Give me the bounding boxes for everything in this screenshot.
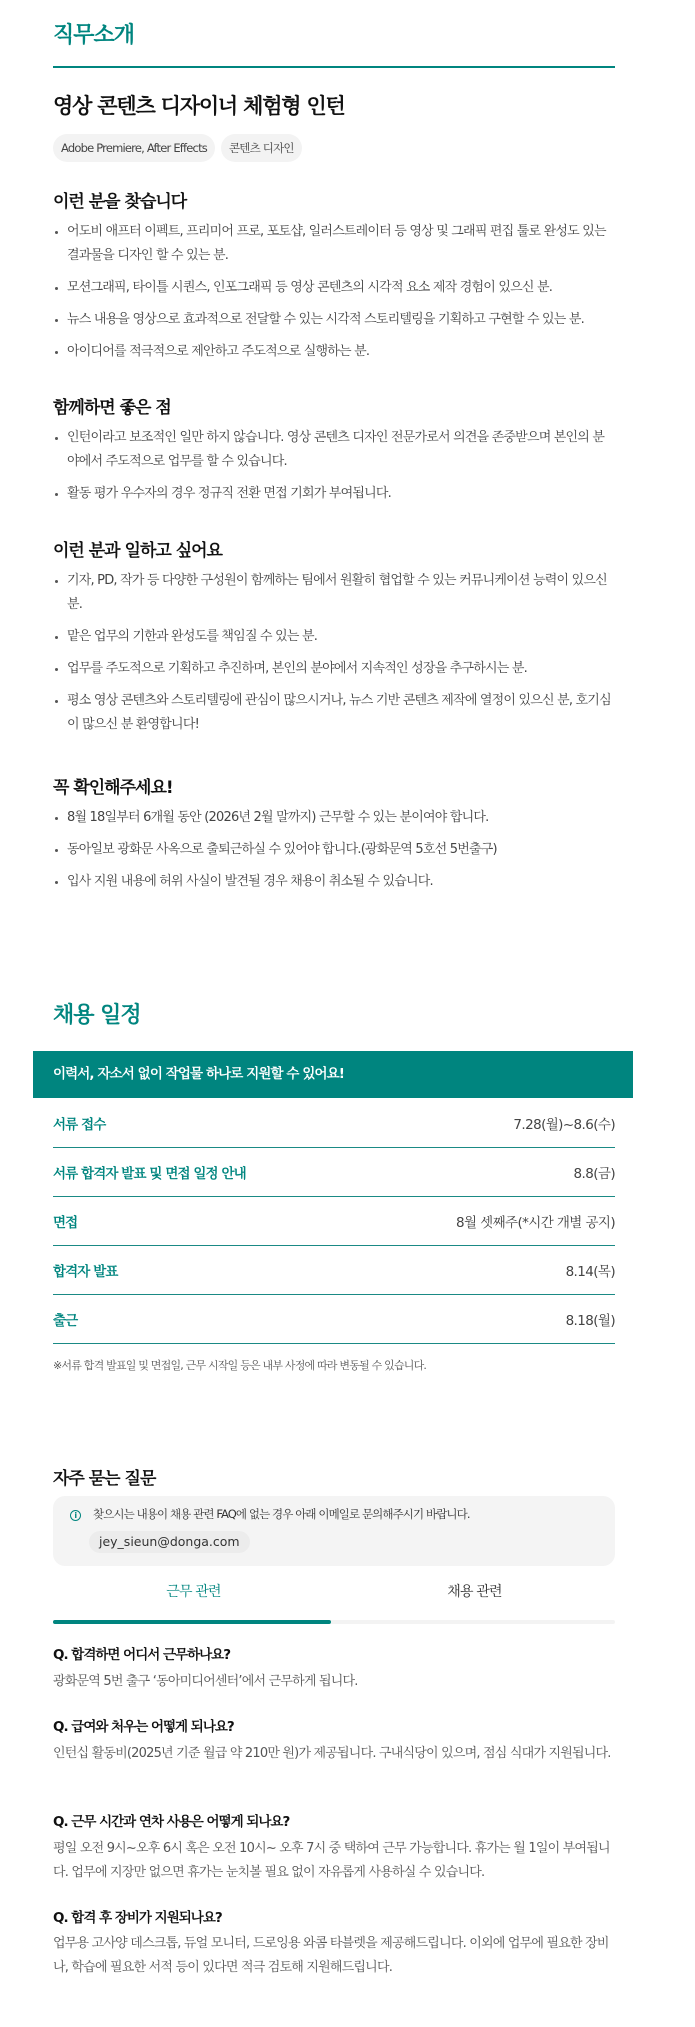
schedule-row [53, 1148, 615, 1197]
list-item: 어도비 애프터 이펙트, 프리미어 프로, 포토샵, 일러스트레이터 등 영상 및 그래픽 편집 툴로 완성도 있는 결과물을 디자인 할 수 있는 분. [53, 220, 615, 268]
schedule-row [53, 1246, 615, 1295]
schedule-row [53, 1099, 615, 1148]
heading-benefits: 함께하면 좋은 점 [53, 398, 171, 418]
section-divider [53, 66, 615, 68]
list-want-to-work-with [53, 569, 615, 745]
schedule-row [53, 1295, 615, 1344]
list-item: 뉴스 내용을 영상으로 효과적으로 전달할 수 있는 시각적 스토리텔링을 기획하고 구현할 수 있는 분. [53, 308, 615, 332]
faq-answer: 광화문역 5번 출구 ‘동아미디어센터’에서 근무하게 됩니다. [53, 1674, 358, 1689]
faq-question: Q. 합격하면 어디서 근무하나요? [53, 1647, 231, 1663]
faq-info-text: 찾으시는 내용이 채용 관련 FAQ에 없는 경우 아래 이메일로 문의해주시기 바랍니다. [93, 1507, 470, 1521]
list-please-check [53, 806, 615, 902]
contact-email[interactable]: jey_sieun@donga.com [89, 1531, 250, 1553]
schedule-value: 8월 셋째주(*시간 개별 공지) [456, 1215, 615, 1231]
section-title-job-intro: 직무소개 [53, 23, 135, 48]
list-benefits [53, 426, 615, 514]
tab-work[interactable]: 근무 관련 [166, 1584, 221, 1600]
schedule-label: 출근 [53, 1313, 78, 1329]
heading-want-to-work-with: 이런 분과 일하고 싶어요 [53, 541, 222, 561]
faq-answer: 인턴십 활동비(2025년 기준 월급 약 210만 원)가 제공됩니다. 구내식당이 있으며, 점심 식대가 지원됩니다. [53, 1746, 611, 1761]
schedule-value: 8.14(목) [565, 1264, 615, 1280]
list-item: 업무를 주도적으로 기획하고 추진하며, 본인의 분야에서 지속적인 성장을 추구하시는 분. [53, 657, 615, 681]
faq-answer: 업무용 고사양 데스크톱, 듀얼 모니터, 드로잉용 와콤 타블렛을 제공해드립니다. 이외에 업무에 필요한 장비나, 학습에 필요한 서적 등이 있다면 적극 검토해 지원해드립니다. [53, 1936, 609, 1975]
info-circle-icon: i [70, 1510, 81, 1521]
list-item: 동아일보 광화문 사옥으로 출퇴근하실 수 있어야 합니다.(광화문역 5호선 5번출구) [53, 838, 615, 862]
list-item: 인턴이라고 보조적인 일만 하지 않습니다. 영상 콘텐츠 디자인 전문가로서 의견을 존중받으며 본인의 분야에서 주도적으로 업무를 할 수 있습니다. [53, 426, 615, 474]
schedule-value: 8.18(월) [565, 1313, 615, 1329]
heading-please-check: 꼭 확인해주세요! [53, 778, 173, 798]
job-title: 영상 콘텐츠 디자이너 체험형 인턴 [53, 94, 345, 118]
list-item: 기자, PD, 작가 등 다양한 구성원이 함께하는 팀에서 원활히 협업할 수 있는 커뮤니케이션 능력이 있으신 분. [53, 569, 615, 617]
list-item: 모션그래픽, 타이틀 시퀀스, 인포그래픽 등 영상 콘텐츠의 시각적 요소 제작 경험이 있으신 분. [53, 276, 615, 300]
schedule-note: ※서류 합격 발표일 및 면접일, 근무 시작일 등은 내부 사정에 따라 변동될 수 있습니다. [53, 1359, 427, 1372]
faq-info-box [53, 1496, 615, 1566]
schedule-label: 서류 합격자 발표 및 면접 일정 안내 [53, 1166, 246, 1182]
list-item: 활동 평가 우수자의 경우 정규직 전환 면접 기회가 부여됩니다. [53, 482, 615, 506]
schedule-value: 7.28(월)~8.6(수) [513, 1117, 615, 1133]
schedule-value: 8.8(금) [573, 1166, 615, 1182]
list-item: 8월 18일부터 6개월 동안 (2026년 2월 말까지) 근무할 수 있는 분이여야 합니다. [53, 806, 615, 830]
tag-list [53, 134, 615, 162]
schedule-label: 면접 [53, 1215, 78, 1231]
faq-answer: 평일 오전 9시~오후 6시 혹은 오전 10시~ 오후 7시 중 택하여 근무 가능합니다. 휴가는 월 1일이 부여됩니다. 업무에 지장만 없으면 휴가는 눈치볼 필요 없이 자유롭게 사용하실 수 있습니다. [53, 1841, 610, 1880]
faq-question: Q. 급여와 처우는 어떻게 되나요? [53, 1719, 234, 1735]
list-item: 평소 영상 콘텐츠와 스토리텔링에 관심이 많으시거나, 뉴스 기반 콘텐츠 제작에 열정이 있으신 분, 호기심이 많으신 분 환영합니다! [53, 689, 615, 737]
schedule-label: 합격자 발표 [53, 1264, 118, 1280]
heading-looking-for: 이런 분을 찾습니다 [53, 192, 187, 212]
section-title-faq: 자주 묻는 질문 [53, 1469, 156, 1489]
tag-skill: Adobe Premiere, After Effects [53, 134, 215, 162]
faq-question: Q. 근무 시간과 연차 사용은 어떻게 되나요? [53, 1814, 290, 1830]
section-title-schedule: 채용 일정 [53, 1003, 141, 1028]
list-item: 입사 지원 내용에 허위 사실이 발견될 경우 채용이 취소될 수 있습니다. [53, 870, 615, 894]
list-looking-for [53, 220, 615, 372]
schedule-row [53, 1197, 615, 1246]
tab-recruitment[interactable]: 채용 관련 [447, 1584, 502, 1600]
tab-active-indicator [53, 1620, 331, 1624]
list-item: 맡은 업무의 기한과 완성도를 책임질 수 있는 분. [53, 625, 615, 649]
list-item: 아이디어를 적극적으로 제안하고 주도적으로 실행하는 분. [53, 340, 615, 364]
faq-question: Q. 합격 후 장비가 지원되나요? [53, 1910, 222, 1926]
tag-category: 콘텐츠 디자인 [221, 134, 302, 162]
apply-banner: 이력서, 자소서 없이 작업물 하나로 지원할 수 있어요! [33, 1051, 633, 1098]
faq-tabs [53, 1575, 615, 1619]
schedule-label: 서류 접수 [53, 1117, 106, 1133]
